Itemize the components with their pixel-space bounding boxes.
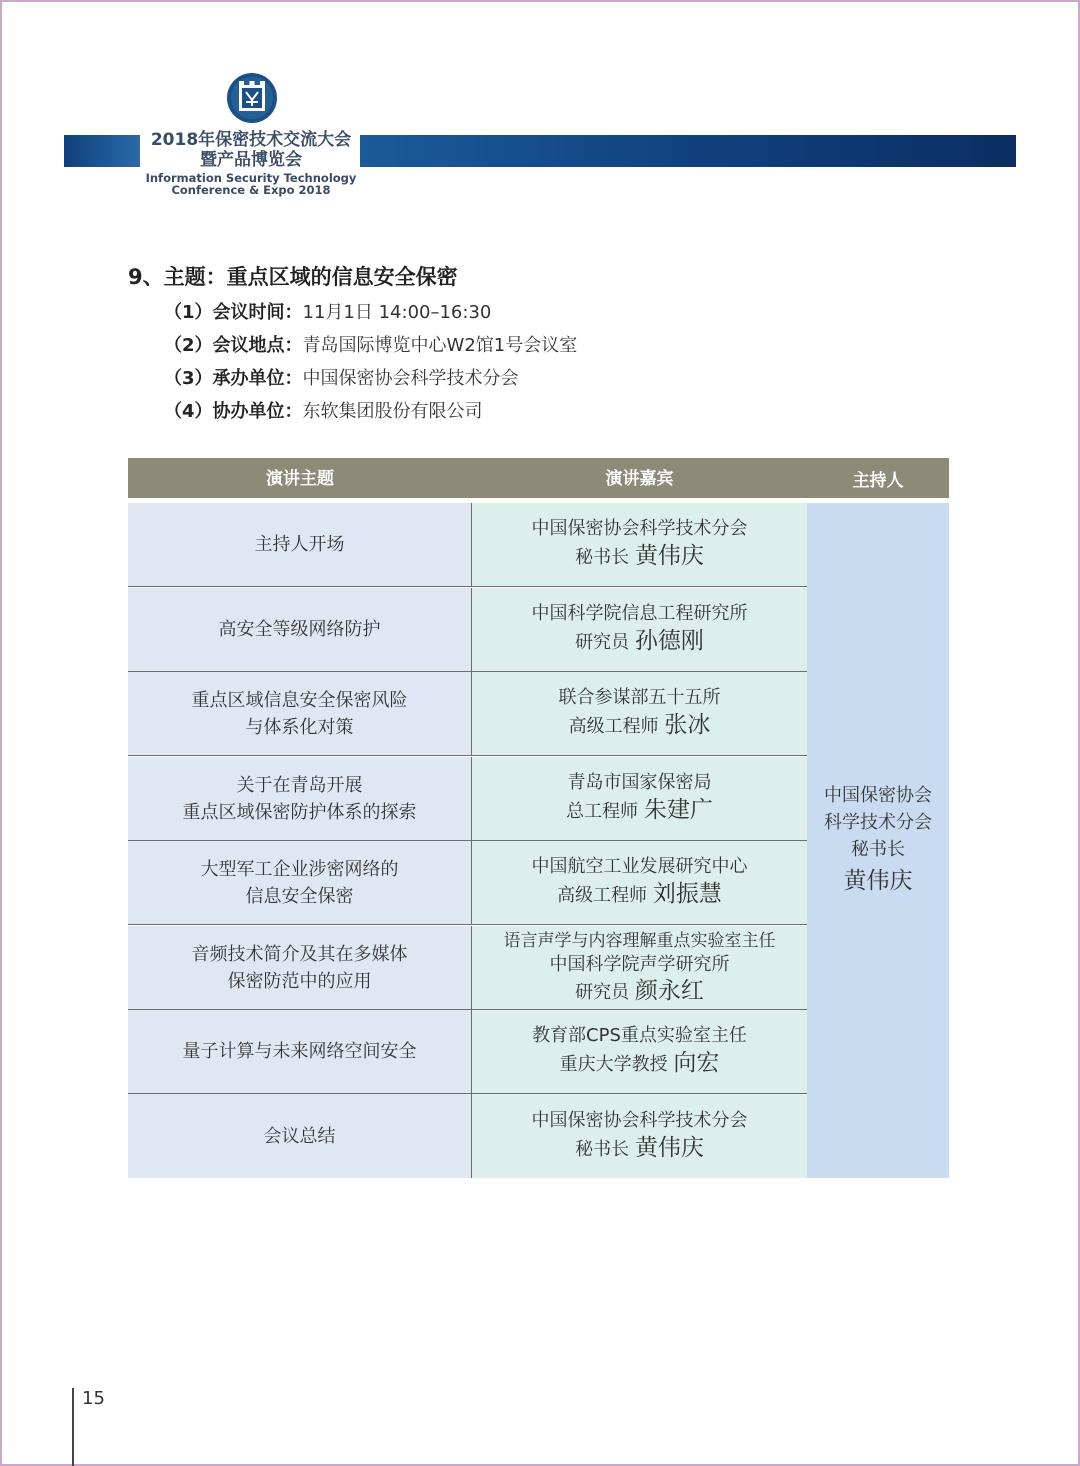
speaker-org: 中国保密协会科学技术分会 [531, 1109, 748, 1131]
topic-cell [128, 588, 472, 671]
host-title: 秘书长 [851, 839, 905, 860]
speaker-name: 孙德刚 [634, 628, 704, 654]
speaker-cell [472, 672, 807, 755]
topic-line: 关于在青岛开展 [236, 774, 363, 796]
speaker-title: 高级工程师 [568, 716, 659, 737]
conference-title-line2: 暨产品博览会 [200, 150, 302, 170]
topic-cell [128, 1010, 472, 1093]
topic-cell [128, 672, 472, 755]
conference-title [140, 130, 362, 170]
topic-line: 主持人开场 [254, 534, 345, 555]
speaker-cell [472, 1010, 807, 1093]
topic-cell [128, 926, 472, 1009]
speaker-cell [472, 1094, 807, 1178]
speaker-org: 联合参谋部五十五所 [558, 687, 721, 708]
page-number-divider [72, 1388, 74, 1466]
speaker-title: 秘书长 [575, 547, 630, 568]
speaker-org: 青岛市国家保密局 [567, 772, 712, 793]
speaker-cell [472, 926, 807, 1009]
info-label: （1）会议时间： [164, 302, 303, 323]
table-row [128, 926, 807, 1010]
conference-english-line2: Conference & Expo 2018 [171, 183, 331, 197]
conference-english-title [140, 172, 362, 196]
info-label: （4）协办单位： [164, 401, 303, 422]
speaker-name: 颜永红 [634, 977, 704, 1004]
info-item [164, 331, 577, 357]
speaker-org: 教育部CPS重点实验室主任 [532, 1025, 747, 1046]
speaker-cell [472, 757, 807, 840]
topic-line: 保密防范中的应用 [227, 970, 372, 992]
header-band-left [64, 135, 140, 167]
conference-english-line1: Information Security Technology [145, 171, 357, 185]
page-number: 15 [82, 1388, 105, 1409]
table-row [128, 672, 807, 756]
speaker-name: 黄伟庆 [634, 1134, 704, 1161]
host-name: 黄伟庆 [843, 868, 913, 894]
info-value: 东软集团股份有限公司 [302, 401, 483, 422]
host-org: 中国保密协会 [824, 785, 932, 806]
speaker-title: 重庆大学教授 [559, 1054, 668, 1075]
speaker-name: 向宏 [673, 1050, 720, 1076]
topic-cell [128, 503, 472, 586]
speaker-org: 中国科学院信息工程研究所 [531, 603, 748, 624]
speaker-org: 中国保密协会科学技术分会 [531, 518, 748, 539]
speaker-title: 高级工程师 [557, 885, 648, 906]
topic-line: 重点区域信息安全保密风险 [191, 689, 408, 711]
speaker-name: 黄伟庆 [634, 543, 704, 569]
header-band-right [360, 135, 1016, 167]
speaker-name: 朱建广 [643, 797, 713, 823]
column-header-topic: 演讲主题 [266, 469, 334, 489]
speaker-title: 秘书长 [575, 1138, 630, 1160]
topic-line: 音频技术简介及其在多媒体 [191, 943, 408, 965]
section-title: 9、主题：重点区域的信息安全保密 [128, 265, 458, 289]
info-label: （2）会议地点： [164, 335, 303, 356]
info-value: 青岛国际博览中心W2馆1号会议室 [302, 335, 578, 356]
info-label: （3）承办单位： [164, 368, 303, 389]
speaker-name: 张冰 [664, 712, 711, 738]
topic-line: 与体系化对策 [245, 716, 354, 738]
speaker-cell [472, 503, 807, 586]
speaker-org: 中国航空工业发展研究中心 [531, 856, 748, 877]
speaker-org: 中国科学院声学研究所 [549, 953, 730, 975]
topic-cell [128, 841, 472, 924]
info-value: 11月1日 14:00–16:30 [302, 302, 492, 323]
table-row [128, 588, 807, 672]
info-item [164, 364, 519, 390]
column-header-host: 主持人 [852, 471, 904, 491]
topic-line: 重点区域保密防护体系的探索 [182, 801, 417, 823]
info-value: 中国保密协会科学技术分会 [302, 368, 519, 389]
topic-line: 高安全等级网络防护 [218, 619, 381, 640]
speaker-cell [472, 588, 807, 671]
speaker-title: 总工程师 [566, 801, 639, 822]
topic-line: 会议总结 [263, 1125, 336, 1147]
topic-line: 大型军工企业涉密网络的 [200, 858, 399, 880]
table-row [128, 841, 807, 925]
speaker-title: 研究员 [575, 981, 630, 1003]
info-item [164, 298, 491, 324]
topic-cell [128, 1094, 472, 1178]
column-header-speaker: 演讲嘉宾 [605, 469, 674, 489]
host-org: 科学技术分会 [824, 812, 932, 833]
speaker-title: 研究员 [575, 632, 630, 653]
speaker-name: 刘振慧 [652, 881, 722, 907]
conference-emblem-icon [226, 72, 278, 124]
topic-line: 信息安全保密 [245, 885, 354, 907]
speaker-cell [472, 841, 807, 924]
speaker-org: 语言声学与内容理解重点实验室主任 [503, 930, 776, 951]
table-row [128, 1010, 807, 1094]
table-row [128, 503, 807, 587]
conference-title-line1: 2018年保密技术交流大会 [150, 130, 352, 150]
info-item [164, 397, 483, 423]
topic-cell [128, 757, 472, 840]
topic-line: 量子计算与未来网络空间安全 [182, 1041, 417, 1062]
schedule-table-header [128, 458, 949, 498]
table-row [128, 757, 807, 841]
host-cell [807, 503, 949, 1178]
table-row [128, 1094, 807, 1178]
